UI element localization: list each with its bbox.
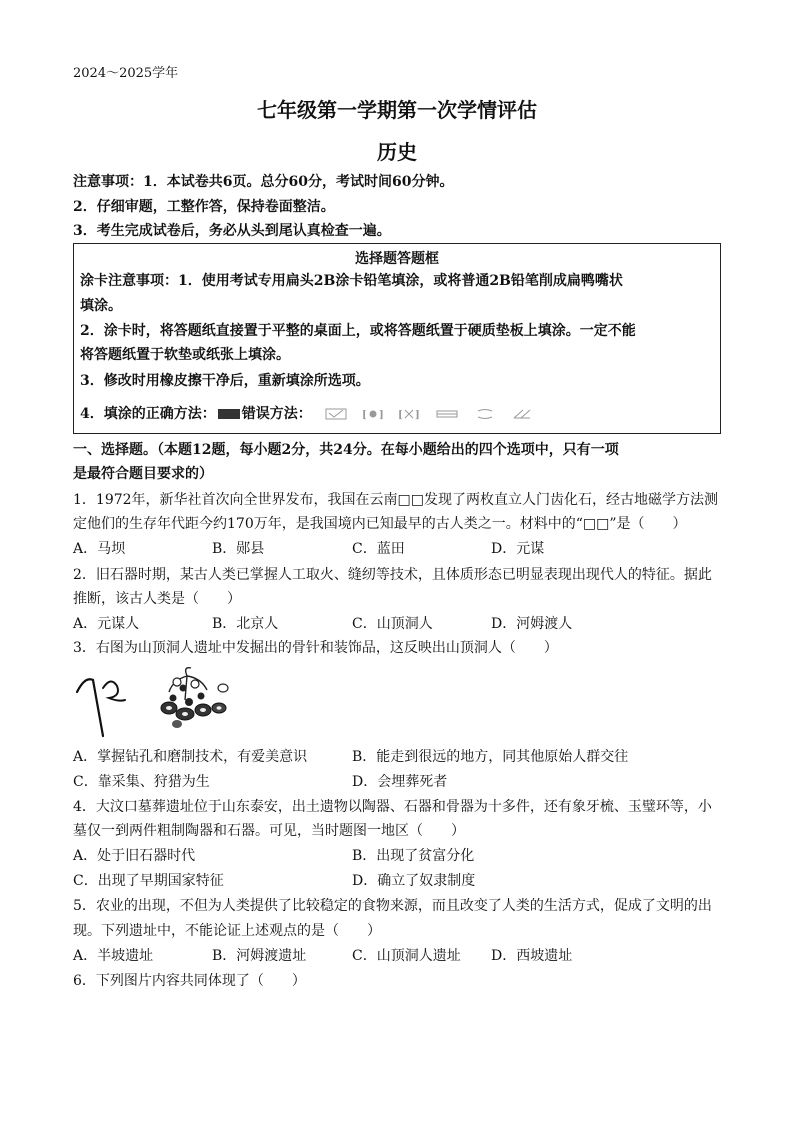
exam-title: 七年级第一学期第一次学情评估 bbox=[257, 98, 537, 122]
q2-option-a: A．元谋人 bbox=[73, 616, 140, 632]
notes-line-3: 3．考生完成试卷后，务必从头到尾认真检查一遍。 bbox=[73, 223, 391, 239]
q2-option-d: D．河姆渡人 bbox=[491, 616, 573, 632]
q1-option-c: C．蓝田 bbox=[352, 541, 405, 557]
cross-mark-icon bbox=[398, 408, 420, 420]
section1-heading-line-2: 是最符合题目要求的） bbox=[73, 466, 213, 482]
svg-text:[: [ bbox=[398, 410, 404, 420]
slash-mark-icon bbox=[511, 408, 533, 420]
q5-option-b: B．河姆渡遗址 bbox=[212, 948, 307, 964]
q4-stem-line-2: 墓仅一到两件粗制陶器和石器。可见，当时题图一地区（ ） bbox=[73, 823, 465, 839]
q3-option-a: A．掌握钻孔和磨制技术，有爱美意识 bbox=[73, 749, 308, 765]
school-year: 2024～2025学年 bbox=[73, 66, 179, 81]
partial-mark-icon bbox=[474, 408, 496, 420]
dash-mark-icon bbox=[435, 408, 459, 420]
q3-option-d: D．会埋葬死者 bbox=[352, 774, 448, 790]
q1-option-d: D．元谋 bbox=[491, 541, 545, 557]
answer-box-line-2: 填涂。 bbox=[80, 298, 122, 314]
bone-needle-icon bbox=[77, 679, 125, 736]
dot-mark-icon bbox=[362, 408, 384, 420]
q5-stem-line-1: 5．农业的出现，不但为人类提供了比较稳定的食物来源，而且改变了人类的生活方式，促成了文明的出 bbox=[73, 898, 712, 914]
q2-option-b: B．北京人 bbox=[212, 616, 279, 632]
check-mark-icon bbox=[325, 408, 347, 420]
q1-option-b: B．郧县 bbox=[212, 541, 265, 557]
answer-box-line-1: 涂卡注意事项：1．使用考试专用扁头2B涂卡铅笔填涂，或将普通2B铅笔削成扁鸭嘴状 bbox=[80, 273, 623, 289]
q6-stem-line-1: 6．下列图片内容共同体现了（ ） bbox=[73, 973, 306, 989]
filled-mark-icon bbox=[218, 409, 240, 419]
answer-box-title: 选择题答题框 bbox=[355, 251, 439, 267]
answer-box-line-5: 3．修改时用橡皮擦干净后，重新填涂所选项。 bbox=[80, 373, 370, 389]
q1-stem-line-2: 定他们的生存年代距今约170万年，是我国境内已知最早的古人类之一。材料中的“□□”是（ ） bbox=[73, 516, 687, 532]
answer-box-line-4: 将答题纸置于软垫或纸张上填涂。 bbox=[80, 347, 290, 363]
notes-line-1: 注意事项：1．本试卷共6页。总分60分，考试时间60分钟。 bbox=[73, 174, 454, 190]
q3-stem-line-1: 3．右图为山顶洞人遗址中发掘出的骨针和装饰品，这反映出山顶洞人（ ） bbox=[73, 640, 558, 656]
svg-text:[: [ bbox=[361, 410, 367, 420]
q5-stem-line-2: 现。下列遗址中，不能论证上述观点的是（ ） bbox=[73, 923, 381, 939]
q2-stem-line-1: 2．旧石器时期，某古人类已掌握人工取火、缝纫等技术，且体质形态已明显表现出现代人的特征。据此 bbox=[73, 567, 712, 583]
answer-box bbox=[73, 243, 721, 434]
q4-option-d: D．确立了奴隶制度 bbox=[352, 873, 476, 889]
bone-needle-ornaments-figure bbox=[73, 662, 233, 740]
wrong-method-label: 错误方法： bbox=[241, 406, 312, 422]
answer-box-line-3: 2．涂卡时，将答题纸直接置于平整的桌面上，或将答题纸置于硬质垫板上填涂。一定不能 bbox=[80, 323, 636, 339]
svg-text:]: ] bbox=[415, 410, 421, 420]
q5-option-a: A．半坡遗址 bbox=[73, 948, 154, 964]
q4-option-c: C．出现了早期国家特征 bbox=[73, 873, 224, 889]
q5-option-c: C．山顶洞人遗址 bbox=[352, 948, 461, 964]
svg-text:]: ] bbox=[378, 410, 384, 420]
q5-option-d: D．西坡遗址 bbox=[491, 948, 573, 964]
q1-stem-line-1: 1．1972年，新华社首次向全世界发布，我国在云南□□发现了两枚直立人门齿化石，经古地磁学方法测 bbox=[73, 492, 718, 508]
q4-stem-line-1: 4．大汶口墓葬遗址位于山东泰安，出土遗物以陶器、石器和骨器为十多件，还有象牙梳、玉璧环等，小 bbox=[73, 799, 712, 815]
correct-method-label: 4．填涂的正确方法： bbox=[80, 406, 216, 422]
q2-stem-line-2: 推断，该古人类是（ ） bbox=[73, 591, 241, 607]
notes-line-2: 2．仔细审题，工整作答，保持卷面整洁。 bbox=[73, 199, 335, 215]
section1-heading-line-1: 一、选择题。（本题12题，每小题2分，共24分。在每小题给出的四个选项中，只有一项 bbox=[73, 442, 619, 458]
q3-option-c: C．靠采集、狩猎为生 bbox=[73, 774, 210, 790]
answer-box-line-6 bbox=[80, 404, 543, 424]
q3-option-b: B．能走到很远的地方，同其他原始人群交往 bbox=[352, 749, 629, 765]
subject-title: 历史 bbox=[377, 140, 417, 164]
ornaments-icon bbox=[161, 668, 228, 728]
q2-option-c: C．山顶洞人 bbox=[352, 616, 433, 632]
q4-option-b: B．出现了贫富分化 bbox=[352, 848, 475, 864]
q1-option-a: A．马坝 bbox=[73, 541, 126, 557]
q4-option-a: A．处于旧石器时代 bbox=[73, 848, 196, 864]
wrong-marks bbox=[325, 404, 543, 424]
